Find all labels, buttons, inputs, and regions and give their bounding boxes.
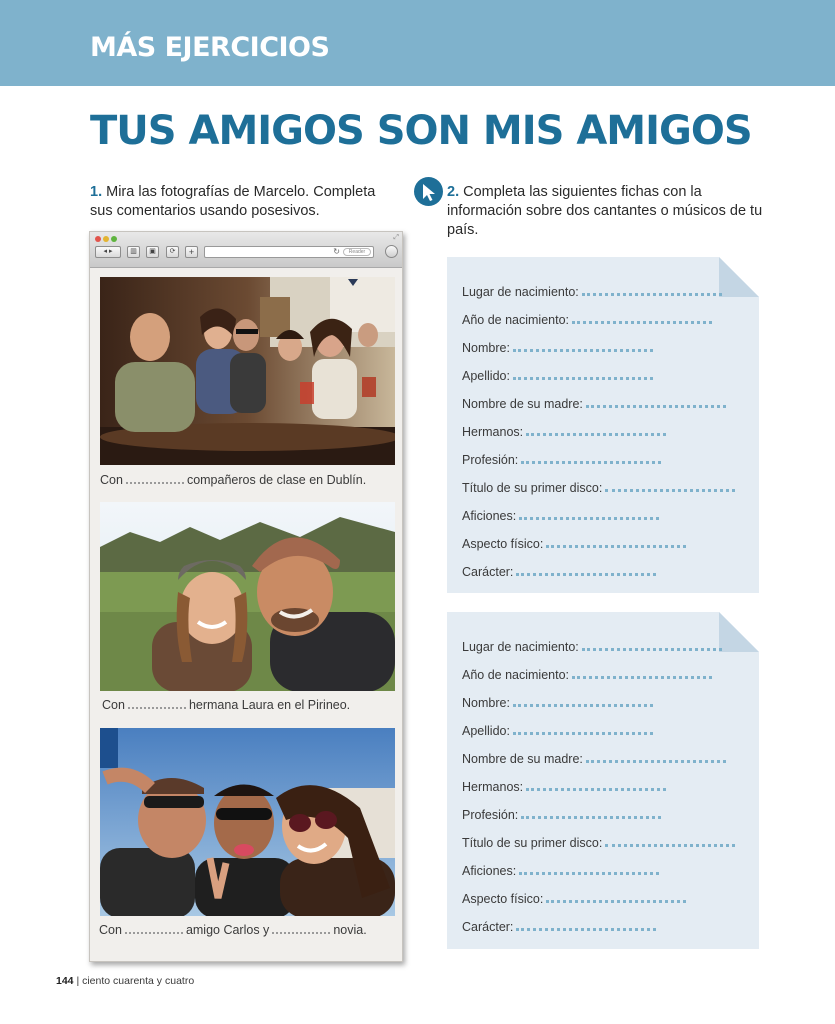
card-2-blank-hobbies[interactable] [519, 867, 659, 875]
exercise-2-text: Completa las siguientes fichas con la información sobre dos cantantes o músicos de tu país. [447, 184, 763, 238]
minimize-window-icon[interactable] [103, 236, 109, 242]
photo-sister-pyrenees [100, 502, 395, 691]
card-1-blank-siblings[interactable] [526, 428, 666, 436]
browser-toolbar [90, 232, 402, 268]
card-1-blank-surname[interactable] [513, 372, 653, 380]
card-1-blank-hobbies[interactable] [519, 512, 659, 520]
history-button[interactable]: ▣ [146, 246, 159, 258]
reader-button[interactable]: Reader [343, 248, 371, 256]
card-1-field-character: Carácter: [462, 565, 656, 579]
card-1-blank-name[interactable] [513, 344, 653, 352]
card-2-field-name: Nombre: [462, 696, 653, 710]
caption-1 [100, 473, 366, 487]
exercise-2-instruction [447, 183, 767, 240]
page-number-words: ciento cuarenta y cuatro [82, 975, 195, 987]
card-2-field-appearance: Aspecto físico: [462, 892, 686, 906]
card-2-blank-profession[interactable] [521, 811, 661, 819]
card-1-field-birth-year: Año de nacimiento: [462, 313, 712, 327]
page-number: 144 [56, 975, 74, 987]
caption-2-end: hermana Laura en el Pirineo. [188, 698, 351, 712]
exercise-1-number: 1. [90, 184, 103, 200]
card-1-blank-first-album[interactable] [605, 484, 735, 492]
caption-2-start: Con [102, 698, 125, 712]
photo-friend-carlos [100, 728, 395, 916]
card-1-field-appearance: Aspecto físico: [462, 537, 686, 551]
caption-2-blank[interactable] [128, 699, 186, 709]
card-1-blank-appearance[interactable] [546, 540, 686, 548]
card-2-blank-first-album[interactable] [605, 839, 735, 847]
caption-1-blank[interactable] [126, 474, 184, 484]
card-2-blank-appearance[interactable] [546, 895, 686, 903]
card-2-field-mother-name: Nombre de su madre: [462, 752, 726, 766]
share-button[interactable]: ⟳ [166, 246, 179, 258]
online-cursor-icon [414, 177, 443, 206]
caption-3-end: novia. [333, 923, 367, 937]
caption-3-blank-1[interactable] [125, 924, 183, 934]
card-2-field-surname: Apellido: [462, 724, 653, 738]
card-1-field-first-album: Título de su primer disco: [462, 481, 735, 495]
exercise-1-text: Mira las fotografías de Marcelo. Completa sus comentarios usando posesivos. [90, 184, 376, 219]
card-2-blank-name[interactable] [513, 699, 653, 707]
card-2-field-siblings: Hermanos: [462, 780, 666, 794]
card-1-blank-birthplace[interactable] [582, 288, 722, 296]
card-1-field-profession: Profesión: [462, 453, 661, 467]
card-2-field-birthplace: Lugar de nacimiento: [462, 640, 722, 654]
card-2-field-profession: Profesión: [462, 808, 661, 822]
photo-classmates-dublin [100, 277, 395, 465]
card-1-field-siblings: Hermanos: [462, 425, 666, 439]
bookmarks-button[interactable]: ▥ [127, 246, 140, 258]
card-2-field-character: Carácter: [462, 920, 656, 934]
card-2-blank-character[interactable] [516, 923, 656, 931]
card-1-blank-birth-year[interactable] [572, 316, 712, 324]
card-2-field-hobbies: Aficiones: [462, 864, 659, 878]
info-card-2 [447, 612, 759, 949]
new-tab-button[interactable]: + [185, 246, 198, 258]
card-1-blank-character[interactable] [516, 568, 656, 576]
card-2-blank-mother-name[interactable] [586, 755, 726, 763]
card-2-field-first-album: Título de su primer disco: [462, 836, 735, 850]
page-footer: 144 | ciento cuarenta y cuatro [56, 975, 195, 987]
card-2-blank-surname[interactable] [513, 727, 653, 735]
card-1-blank-profession[interactable] [521, 456, 661, 464]
download-icon[interactable] [385, 245, 398, 258]
reload-icon[interactable]: ↻ [333, 247, 340, 256]
section-title: MÁS EJERCICIOS [90, 32, 330, 63]
caption-3 [99, 923, 367, 937]
card-2-field-birth-year: Año de nacimiento: [462, 668, 712, 682]
caption-1-end: compañeros de clase en Dublín. [186, 473, 367, 487]
address-bar[interactable] [204, 246, 374, 258]
caption-1-start: Con [100, 473, 123, 487]
card-1-blank-mother-name[interactable] [586, 400, 726, 408]
card-1-field-name: Nombre: [462, 341, 653, 355]
browser-window [89, 231, 403, 962]
card-2-blank-birth-year[interactable] [572, 671, 712, 679]
card-1-field-mother-name: Nombre de su madre: [462, 397, 726, 411]
close-window-icon[interactable] [95, 236, 101, 242]
card-1-field-surname: Apellido: [462, 369, 653, 383]
caption-3-blank-2[interactable] [272, 924, 330, 934]
caption-2 [102, 698, 350, 712]
back-forward-button[interactable]: ◂ ▸ [95, 246, 121, 258]
card-1-field-birthplace: Lugar de nacimiento: [462, 285, 722, 299]
page-title: TUS AMIGOS SON MIS AMIGOS [90, 108, 752, 154]
caption-3-middle: amigo Carlos y [185, 923, 270, 937]
caption-3-start: Con [99, 923, 122, 937]
card-2-blank-siblings[interactable] [526, 783, 666, 791]
card-1-field-hobbies: Aficiones: [462, 509, 659, 523]
section-header-band [0, 0, 835, 86]
exercise-1-instruction [90, 183, 390, 221]
resize-icon: ⤢ [393, 234, 399, 241]
zoom-window-icon[interactable] [111, 236, 117, 242]
page-fold-icon [719, 257, 759, 297]
card-2-blank-birthplace[interactable] [582, 643, 722, 651]
info-card-1 [447, 257, 759, 593]
exercise-2-number: 2. [447, 184, 460, 200]
page-fold-icon [719, 612, 759, 652]
